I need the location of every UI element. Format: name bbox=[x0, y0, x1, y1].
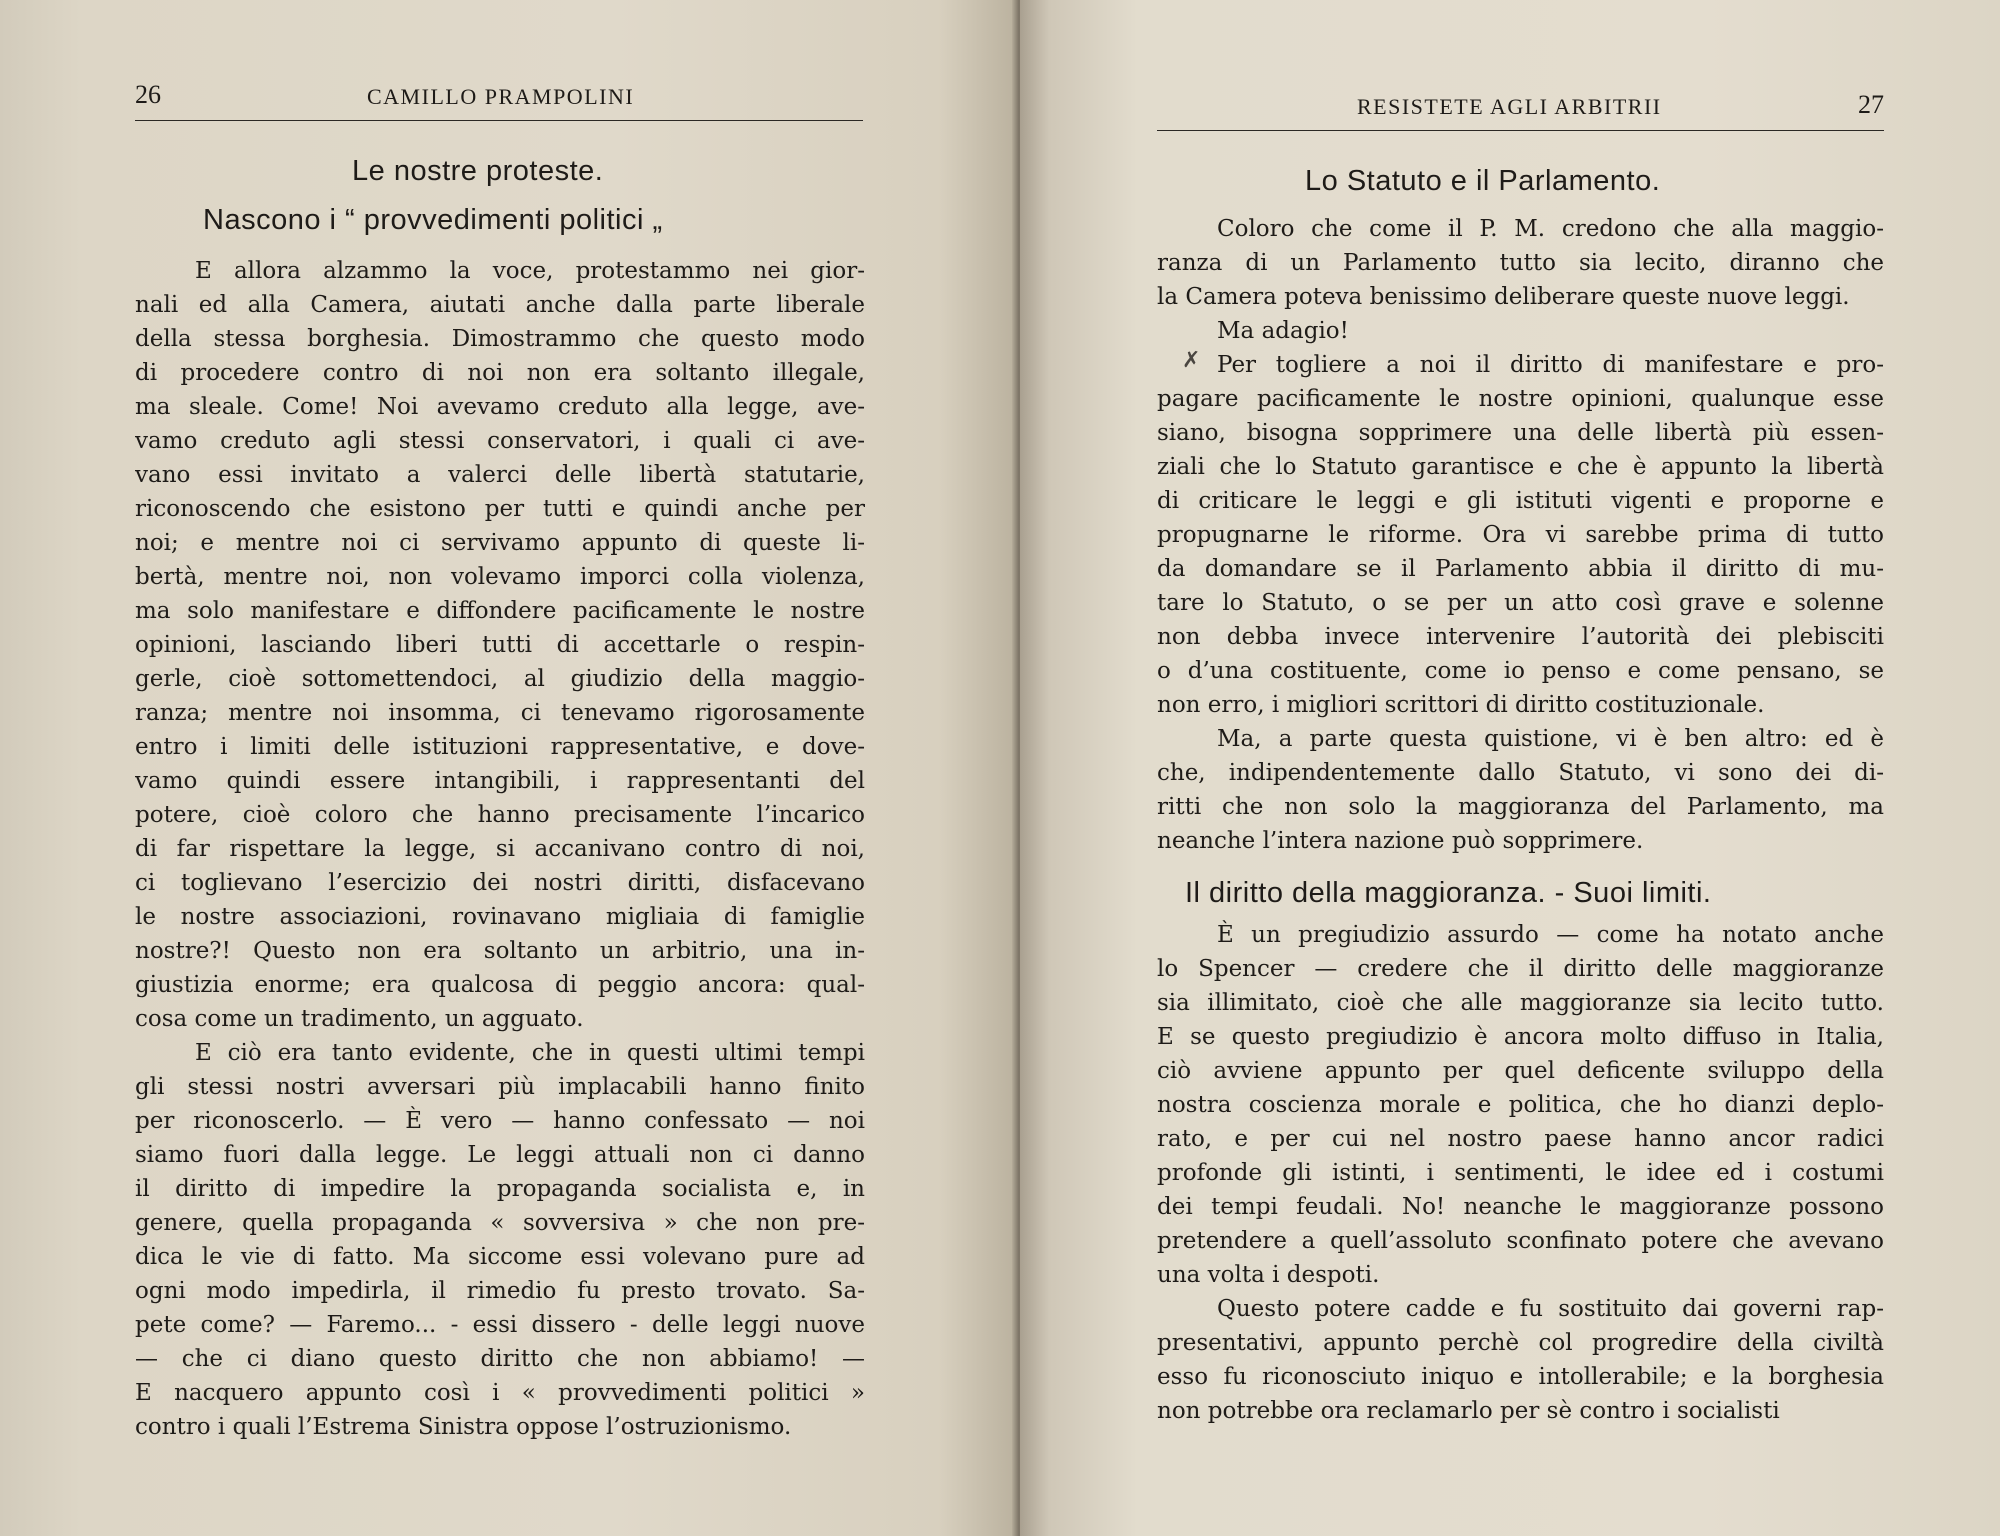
text-line: dei tempi feudali. No! neanche le maggioranze possono bbox=[1157, 1194, 1884, 1220]
text-line: bertà, mentre noi, non volevamo imporci colla violenza, bbox=[135, 564, 865, 590]
text-line: non erro, i migliori scrittori di diritto costituzionale. bbox=[1157, 692, 1765, 718]
margin-mark: ✗ bbox=[1182, 348, 1201, 373]
right-page bbox=[1020, 0, 2000, 1536]
text-line: entro i limiti delle istituzioni rappresentative, e dove- bbox=[135, 734, 865, 760]
running-head: CAMILLO PRAMPOLINI bbox=[367, 84, 635, 109]
text-line: — che ci diano questo diritto che non abbiamo! — bbox=[135, 1346, 865, 1372]
text-line: cosa come un tradimento, un agguato. bbox=[135, 1006, 584, 1032]
text-line: esso fu riconosciuto iniquo e intollerabile; e la borghesia bbox=[1157, 1364, 1884, 1390]
text-line: ciò avviene appunto per quel deficente sviluppo della bbox=[1157, 1058, 1884, 1084]
text-line: ci toglievano l’esercizio dei nostri diritti, disfacevano bbox=[135, 870, 865, 896]
text-line: dica le vie di fatto. Ma siccome essi volevano pure ad bbox=[135, 1244, 865, 1270]
text-line: nali ed alla Camera, aiutati anche dalla parte liberale bbox=[135, 292, 865, 318]
text-line: di far rispettare la legge, si accanivano contro di noi, bbox=[135, 836, 865, 862]
text-line: pagare pacificamente le nostre opinioni, qualunque esse bbox=[1157, 386, 1884, 412]
right-body-text-1 bbox=[1157, 212, 1884, 858]
text-line: giustizia enorme; era qualcosa di peggio ancora: qual- bbox=[135, 972, 865, 998]
text-line: Ma, a parte questa quistione, vi è ben altro: ed è bbox=[1217, 726, 1884, 752]
paragraph bbox=[135, 1036, 865, 1444]
text-line: ranza; mentre noi insomma, ci tenevamo rigorosamente bbox=[135, 700, 865, 726]
text-line: una volta i despoti. bbox=[1157, 1262, 1380, 1288]
text-line: propugnarne le riforme. Ora vi sarebbe prima di tutto bbox=[1157, 522, 1884, 548]
text-line: da domandare se il Parlamento abbia il diritto di mu- bbox=[1157, 556, 1884, 582]
page-number: 26 bbox=[135, 80, 161, 109]
text-line: della stessa borghesia. Dimostrammo che questo modo bbox=[135, 326, 865, 352]
text-line: gli stessi nostri avversari più implacabili hanno finito bbox=[135, 1074, 865, 1100]
text-line: vano essi invitato a valerci delle libertà statutarie, bbox=[135, 462, 865, 488]
text-line: per riconoscerlo. — È vero — hanno confessato — noi bbox=[135, 1108, 865, 1134]
text-line: E se questo pregiudizio è ancora molto diffuso in Italia, bbox=[1157, 1024, 1884, 1050]
left-body-text bbox=[135, 254, 865, 1444]
running-head: RESISTETE AGLI ARBITRII bbox=[1357, 94, 1662, 119]
text-line: la Camera poteva benissimo deliberare queste nuove leggi. bbox=[1157, 284, 1850, 310]
text-line: ma sleale. Come! Noi avevamo creduto alla legge, ave- bbox=[135, 394, 865, 420]
paragraph bbox=[1157, 314, 1884, 348]
text-line: nostra coscienza morale e politica, che ho dianzi deplo- bbox=[1157, 1092, 1884, 1118]
text-line: le nostre associazioni, rovinavano migliaia di famiglie bbox=[135, 904, 865, 930]
page-number: 27 bbox=[1858, 90, 1884, 119]
text-line: ziali che lo Statuto garantisce e che è appunto la libertà bbox=[1157, 454, 1884, 480]
text-line: E ciò era tanto evidente, che in questi ultimi tempi bbox=[195, 1040, 865, 1066]
text-line: ogni modo impedirla, il rimedio fu presto trovato. Sa- bbox=[135, 1278, 865, 1304]
paragraph bbox=[1157, 212, 1884, 314]
text-line: neanche l’intera nazione può sopprimere. bbox=[1157, 828, 1644, 854]
text-line: lo Spencer — credere che il diritto delle maggioranze bbox=[1157, 956, 1884, 982]
text-line: non debba invece intervenire l’autorità dei plebisciti bbox=[1157, 624, 1884, 650]
paragraph bbox=[1157, 1292, 1884, 1428]
text-line: Coloro che come il P. M. credono che alla maggio- bbox=[1217, 216, 1884, 242]
text-line: di procedere contro di noi non era soltanto illegale, bbox=[135, 360, 865, 386]
text-line: nostre?! Questo non era soltanto un arbitrio, una in- bbox=[135, 938, 865, 964]
text-line: di criticare le leggi e gli istituti vigenti e proporne e bbox=[1157, 488, 1884, 514]
text-line: pretendere a quell’assoluto sconfinato potere che avevano bbox=[1157, 1228, 1884, 1254]
paragraph bbox=[1157, 918, 1884, 1292]
text-line: gerle, cioè sottomettendoci, al giudizio della maggio- bbox=[135, 666, 865, 692]
left-page-header bbox=[135, 80, 863, 121]
text-line: ranza di un Parlamento tutto sia lecito, diranno che bbox=[1157, 250, 1884, 276]
text-line: riconoscendo che esistono per tutti e quindi anche per bbox=[135, 496, 865, 522]
text-line: vamo quindi essere intangibili, i rappresentanti del bbox=[135, 768, 865, 794]
paragraph bbox=[1157, 348, 1884, 722]
paragraph bbox=[135, 254, 865, 1036]
text-line: siano, bisogna sopprimere una delle libertà più essen- bbox=[1157, 420, 1884, 446]
text-line: sia illimitato, cioè che alle maggioranze sia lecito tutto. bbox=[1157, 990, 1884, 1016]
text-line: E nacquero appunto così i « provvedimenti politici » bbox=[135, 1380, 865, 1406]
text-line: Per togliere a noi il diritto di manifestare e pro- bbox=[1217, 352, 1884, 378]
text-line: Questo potere cadde e fu sostituito dai governi rap- bbox=[1217, 1296, 1884, 1322]
text-line: presentativi, appunto perchè col progredire della civiltà bbox=[1157, 1330, 1884, 1356]
text-line: ma solo manifestare e diffondere pacificamente le nostre bbox=[135, 598, 865, 624]
text-line: potere, cioè coloro che hanno precisamente l’incarico bbox=[135, 802, 865, 828]
subsection-title: Nascono i “ provvedimenti politici „ bbox=[203, 204, 663, 236]
text-line: vamo creduto agli stessi conservatori, i quali ci ave- bbox=[135, 428, 865, 454]
text-line: che, indipendentemente dallo Statuto, vi sono dei di- bbox=[1157, 760, 1884, 786]
text-line: E allora alzammo la voce, protestammo nei gior- bbox=[195, 258, 865, 284]
right-page-header bbox=[1157, 90, 1884, 131]
text-line: siamo fuori dalla legge. Le leggi attuali non ci danno bbox=[135, 1142, 865, 1168]
text-line: genere, quella propaganda « sovversiva » che non pre- bbox=[135, 1210, 865, 1236]
text-line: o d’una costituente, come io penso e come pensano, se bbox=[1157, 658, 1884, 684]
text-line: tare lo Statuto, o se per un atto così grave e solenne bbox=[1157, 590, 1884, 616]
text-line: non potrebbe ora reclamarlo per sè contro i socialisti bbox=[1157, 1398, 1780, 1424]
text-line: pete come? — Faremo... - essi dissero - delle leggi nuove bbox=[135, 1312, 865, 1338]
section-title: Le nostre proteste. bbox=[352, 155, 604, 187]
text-line: noi; e mentre noi ci servivamo appunto di queste li- bbox=[135, 530, 865, 556]
text-line: Ma adagio! bbox=[1217, 318, 1349, 344]
subsection-title: Il diritto della maggioranza. - Suoi limiti. bbox=[1185, 877, 1712, 909]
right-body-text-2 bbox=[1157, 918, 1884, 1428]
section-title: Lo Statuto e il Parlamento. bbox=[1305, 165, 1661, 197]
text-line: contro i quali l’Estrema Sinistra oppose l’ostruzionismo. bbox=[135, 1414, 792, 1440]
text-line: rato, e per cui nel nostro paese hanno ancor radici bbox=[1157, 1126, 1884, 1152]
text-line: il diritto di impedire la propaganda socialista e, in bbox=[135, 1176, 865, 1202]
text-line: È un pregiudizio assurdo — come ha notato anche bbox=[1217, 922, 1884, 948]
paragraph bbox=[1157, 722, 1884, 858]
text-line: opinioni, lasciando liberi tutti di accettarle o respin- bbox=[135, 632, 865, 658]
text-line: ritti che non solo la maggioranza del Parlamento, ma bbox=[1157, 794, 1884, 820]
text-line: profonde gli istinti, i sentimenti, le idee ed i costumi bbox=[1157, 1160, 1884, 1186]
